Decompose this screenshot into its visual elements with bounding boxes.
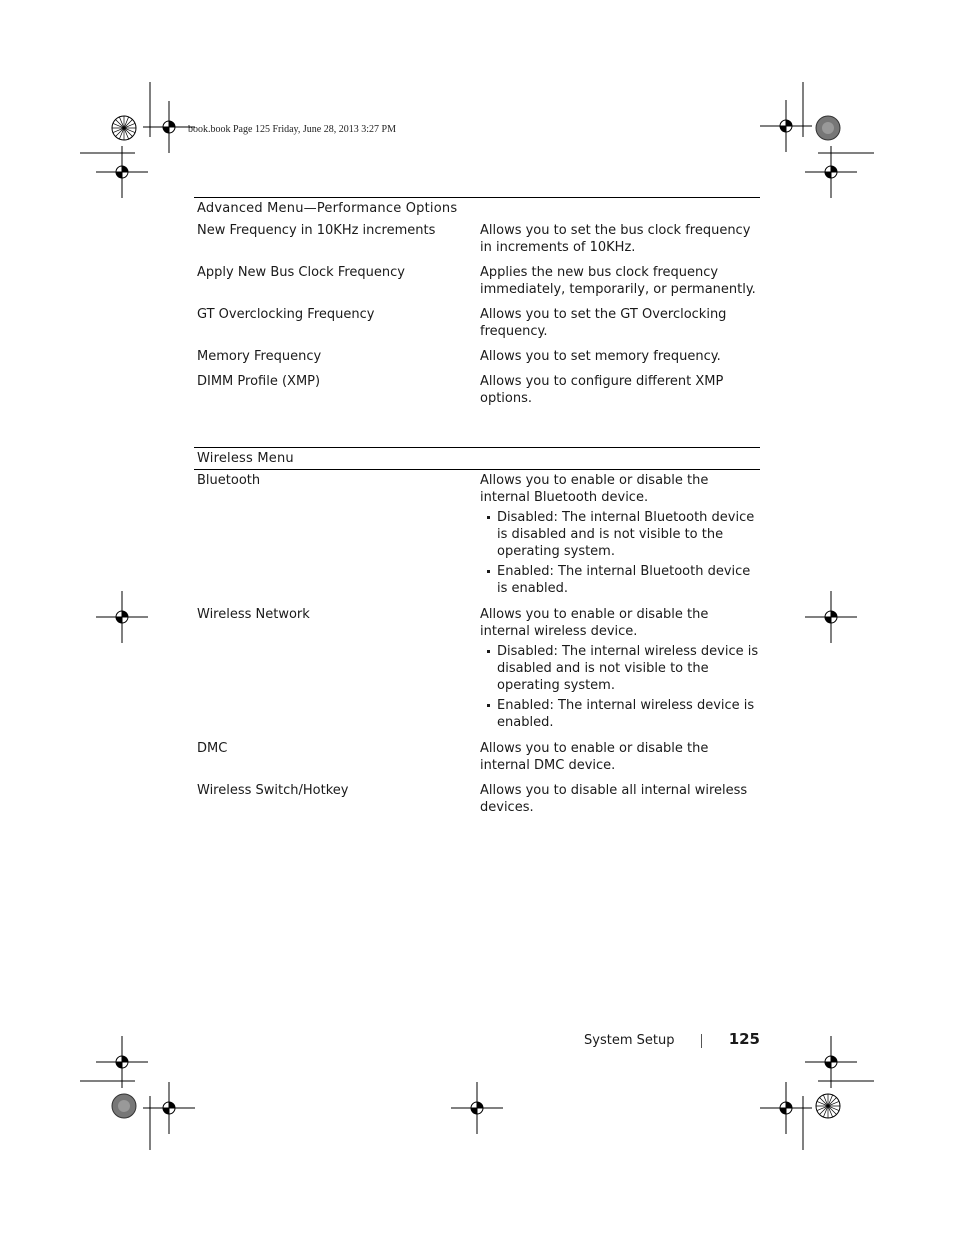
registration-starburst [112,116,136,140]
option-name: Bluetooth [197,473,261,488]
option-name: DMC [197,741,228,756]
bullet-item: Enabled: The internal Bluetooth device is enabled. [480,563,760,597]
page-number: 125 [728,1030,760,1048]
option-description: Allows you to set the GT Overclocking frequency. [480,307,727,339]
registration-crosshair [805,591,857,643]
option-description: Applies the new bus clock frequency immediately, temporarily, or permanently. [480,265,756,297]
option-name: Apply New Bus Clock Frequency [197,265,405,280]
registration-dot [816,116,840,140]
option-name: Wireless Switch/Hotkey [197,783,349,798]
option-name: GT Overclocking Frequency [197,307,375,322]
section-title: Wireless Menu [194,447,760,470]
registration-crosshair [143,101,195,153]
option-description: Allows you to set the bus clock frequency in increments of 10KHz. [480,223,751,255]
registration-crosshair [96,591,148,643]
option-description: Allows you to configure different XMP options. [480,374,724,406]
registration-crosshair [143,1082,195,1134]
registration-crosshair [96,1036,148,1088]
footer-section-name: System Setup [584,1033,675,1048]
registration-crosshair [760,1082,812,1134]
option-name: New Frequency in 10KHz increments [197,223,436,238]
registration-crosshair [805,1036,857,1088]
print-header: book.book Page 125 Friday, June 28, 2013 3:27 PM [188,124,396,135]
registration-crosshair [451,1082,503,1134]
option-name: DIMM Profile (XMP) [197,374,321,389]
section-title: Advanced Menu—Performance Options [194,197,760,220]
option-description: Allows you to set memory frequency. [480,349,721,364]
registration-dot [112,1094,136,1118]
bullet-item: Enabled: The internal wireless device is enabled. [480,697,760,731]
registration-crosshair [96,146,148,198]
option-name: Memory Frequency [197,349,322,364]
option-description: Allows you to enable or disable the internal DMC device. [480,741,709,773]
option-name: Wireless Network [197,607,310,622]
registration-crosshair [805,146,857,198]
description-text: Allows you to enable or disable the internal wireless device. [480,607,709,639]
registration-starburst [816,1094,840,1118]
bullet-item: Disabled: The internal Bluetooth device is disabled and is not visible to the operating system. [480,509,760,560]
option-description: Allows you to disable all internal wireless devices. [480,783,748,815]
description-text: Allows you to enable or disable the internal Bluetooth device. [480,473,709,505]
registration-crosshair [760,100,812,152]
bullet-item: Disabled: The internal wireless device is disabled and is not visible to the operating system. [480,643,760,694]
